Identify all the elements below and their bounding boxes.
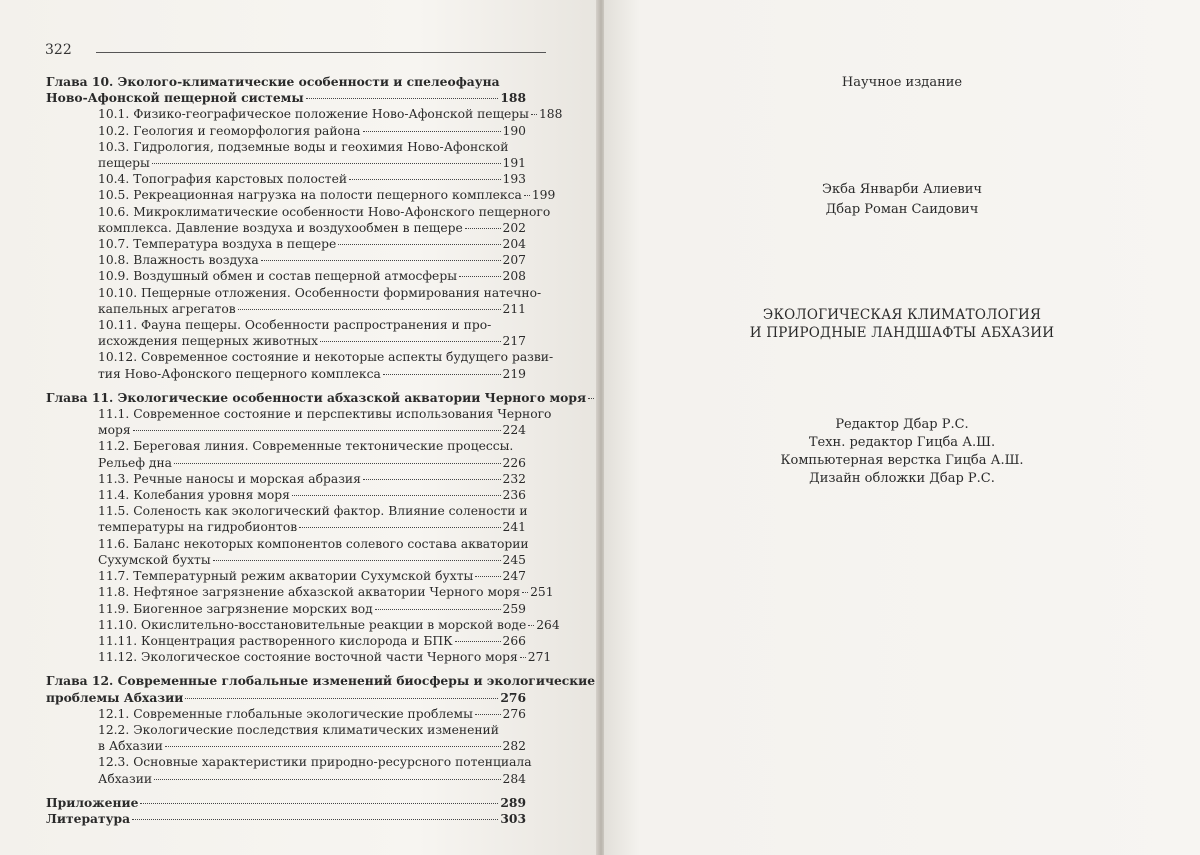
dot-leader bbox=[531, 114, 537, 115]
dot-leader bbox=[238, 309, 501, 310]
toc-section-item bbox=[46, 349, 554, 381]
toc-page-number: 202 bbox=[502, 220, 526, 235]
toc-page-number: 208 bbox=[502, 269, 526, 284]
toc-page-number: 282 bbox=[502, 739, 526, 754]
toc-row bbox=[98, 771, 526, 787]
toc-page-number: 193 bbox=[502, 172, 526, 187]
toc-row bbox=[98, 584, 554, 600]
toc-line: 10.12. Современное состояние и некоторые аспекты будущего разви- bbox=[98, 350, 554, 365]
dot-leader bbox=[140, 803, 498, 804]
toc-line: 10.5. Рекреационная нагрузка на полости пещерного комплекса bbox=[98, 188, 522, 203]
toc-section-item bbox=[46, 317, 526, 349]
toc-row bbox=[46, 690, 526, 706]
book-title-line: ЭКОЛОГИЧЕСКАЯ КЛИМАТОЛОГИЯ bbox=[762, 307, 1042, 323]
toc-line: 12.3. Основные характеристики природно-ресурсного потенциала bbox=[98, 755, 532, 770]
toc-page-number: 259 bbox=[502, 601, 526, 616]
toc-line: капельных агрегатов bbox=[98, 301, 236, 316]
dot-leader bbox=[375, 609, 501, 610]
toc-section-item bbox=[46, 601, 526, 617]
toc-section-item bbox=[46, 617, 560, 633]
toc-line: 11.1. Современное состояние и перспективы использования Черного bbox=[98, 407, 552, 422]
toc-line: Глава 11. Экологические особенности абхазской акватории Черного моря bbox=[46, 389, 587, 405]
table-of-contents bbox=[46, 74, 596, 827]
toc-line: в Абхазии bbox=[98, 739, 163, 754]
toc-line: 11.6. Баланс некоторых компонентов солевого состава акватории bbox=[98, 536, 529, 551]
toc-section-item bbox=[46, 268, 526, 284]
toc-row bbox=[98, 220, 526, 236]
toc-section-item bbox=[46, 633, 526, 649]
toc-line: 11.4. Колебания уровня моря bbox=[98, 488, 290, 503]
dot-leader bbox=[475, 714, 501, 715]
toc-row bbox=[98, 252, 526, 268]
toc-section-item bbox=[46, 754, 532, 786]
header-rule bbox=[96, 52, 546, 53]
dot-leader bbox=[520, 657, 526, 658]
toc-line: 11.7. Температурный режим акватории Сухумской бухты bbox=[98, 569, 474, 584]
toc-chapter-block bbox=[46, 673, 596, 786]
toc-page-number: 188 bbox=[500, 90, 526, 106]
toc-row bbox=[98, 706, 526, 722]
toc-page-number: 224 bbox=[502, 423, 526, 438]
toc-page-number: 303 bbox=[500, 810, 526, 826]
toc-page-number: 232 bbox=[502, 471, 526, 486]
dot-leader bbox=[261, 260, 501, 261]
toc-section-item bbox=[46, 568, 526, 584]
toc-section-item bbox=[46, 722, 526, 754]
dot-leader bbox=[174, 463, 501, 464]
toc-page-number: 276 bbox=[500, 689, 526, 705]
toc-page-number: 284 bbox=[502, 771, 526, 786]
toc-line: 10.4. Топография карстовых полостей bbox=[98, 172, 348, 187]
toc-line: 11.10. Окислительно-восстановительные реакции в морской воде bbox=[98, 617, 527, 632]
toc-row bbox=[98, 519, 526, 535]
toc-page-number: 266 bbox=[502, 633, 526, 648]
toc-line: проблемы Абхазии bbox=[46, 689, 184, 705]
toc-line: температуры на гидробионтов bbox=[98, 520, 298, 535]
toc-page-number: 204 bbox=[502, 237, 526, 252]
toc-line: моря bbox=[98, 423, 131, 438]
toc-line: Абхазии bbox=[98, 771, 153, 786]
toc-line: 11.3. Речные наносы и морская абразия bbox=[98, 471, 361, 486]
dot-leader bbox=[299, 527, 500, 528]
toc-page-number: 199 bbox=[531, 188, 556, 203]
toc-row bbox=[98, 301, 526, 317]
toc-chapter-heading bbox=[46, 74, 526, 106]
toc-line: 11.11. Концентрация растворенного кислорода и БПК bbox=[98, 633, 453, 648]
toc-back-matter-row bbox=[46, 795, 526, 811]
toc-section-item bbox=[46, 706, 526, 722]
toc-page-number: 219 bbox=[502, 366, 526, 381]
dot-leader bbox=[528, 625, 534, 626]
toc-line: 11.8. Нефтяное загрязнение абхазской акватории Черного моря bbox=[98, 585, 521, 600]
dot-leader bbox=[588, 398, 594, 399]
toc-page-number: 247 bbox=[502, 569, 526, 584]
toc-page-number: 276 bbox=[502, 706, 526, 721]
dot-leader bbox=[165, 746, 501, 747]
toc-row bbox=[98, 617, 560, 633]
toc-line: 10.11. Фауна пещеры. Особенности распространения и про- bbox=[98, 318, 492, 333]
toc-page-number: 289 bbox=[500, 794, 526, 810]
toc-line: Ново-Афонской пещерной системы bbox=[46, 90, 304, 106]
toc-section-item bbox=[46, 487, 526, 503]
dot-leader bbox=[455, 641, 501, 642]
toc-row bbox=[98, 422, 526, 438]
toc-line: 10.2. Геология и геоморфология района bbox=[98, 123, 361, 138]
toc-page-number: 236 bbox=[502, 488, 526, 503]
toc-row bbox=[98, 333, 526, 349]
dot-leader bbox=[320, 341, 500, 342]
toc-page-number: 245 bbox=[502, 552, 526, 567]
credits-block bbox=[604, 416, 1200, 488]
dot-leader bbox=[292, 495, 501, 496]
toc-page-number: 271 bbox=[527, 650, 552, 665]
toc-section-item bbox=[46, 252, 526, 268]
dot-leader bbox=[132, 819, 498, 820]
toc-line: 10.6. Микроклиматические особенности Ново-Афонского пещерного bbox=[98, 204, 551, 219]
dot-leader bbox=[524, 195, 530, 196]
toc-section-item bbox=[46, 536, 529, 568]
book-title bbox=[604, 306, 1200, 342]
toc-row bbox=[98, 471, 526, 487]
toc-section-item bbox=[46, 285, 542, 317]
toc-page-number: 251 bbox=[530, 585, 554, 600]
toc-row bbox=[46, 90, 526, 106]
toc-section-item bbox=[46, 123, 526, 139]
toc-back-matter-row bbox=[46, 811, 526, 827]
toc-row bbox=[98, 487, 526, 503]
toc-back-matter bbox=[46, 795, 526, 827]
toc-section-item bbox=[46, 649, 552, 665]
dot-leader bbox=[154, 779, 500, 780]
dot-leader bbox=[363, 131, 501, 132]
toc-line: 11.12. Экологическое состояние восточной части Черного моря bbox=[98, 650, 518, 665]
toc-line: 10.9. Воздушный обмен и состав пещерной атмосферы bbox=[98, 269, 457, 284]
toc-row bbox=[98, 236, 526, 252]
toc-row bbox=[98, 171, 526, 187]
toc-line: 11.9. Биогенное загрязнение морских вод bbox=[98, 601, 373, 616]
dot-leader bbox=[383, 374, 501, 375]
toc-chapter-heading bbox=[46, 389, 587, 406]
toc-line: 10.3. Гидрология, подземные воды и геохимия Ново-Афонской bbox=[98, 139, 509, 154]
toc-page-number: 207 bbox=[502, 253, 526, 268]
edition-type: Научное издание bbox=[841, 75, 963, 90]
toc-row bbox=[98, 155, 526, 171]
toc-row bbox=[46, 389, 587, 406]
dot-leader bbox=[213, 560, 501, 561]
left-page bbox=[0, 0, 598, 855]
toc-line: комплекса. Давление воздуха и воздухообмен в пещере bbox=[98, 220, 463, 235]
toc-line: Приложение bbox=[46, 794, 139, 810]
dot-leader bbox=[475, 576, 500, 577]
dot-leader bbox=[306, 98, 499, 99]
toc-section-item bbox=[46, 171, 526, 187]
toc-page-number: 226 bbox=[502, 455, 526, 470]
author-name: Дбар Роман Саидович bbox=[825, 202, 979, 217]
toc-page-number: 264 bbox=[536, 617, 560, 632]
toc-section-item bbox=[46, 236, 526, 252]
dot-leader bbox=[522, 592, 528, 593]
toc-row bbox=[98, 187, 556, 203]
credit-line: Редактор Дбар Р.С. bbox=[835, 417, 969, 432]
toc-line: 10.8. Влажность воздуха bbox=[98, 253, 259, 268]
toc-row bbox=[98, 552, 526, 568]
toc-line: Сухумской бухты bbox=[98, 552, 211, 567]
toc-section-item bbox=[46, 106, 563, 122]
toc-line: пещеры bbox=[98, 156, 150, 171]
toc-line: Глава 12. Современные глобальные изменений биосферы и экологические bbox=[46, 673, 596, 689]
credit-line: Техн. редактор Гицба А.Ш. bbox=[808, 435, 996, 450]
toc-line: тия Ново-Афонского пещерного комплекса bbox=[98, 366, 381, 381]
credit-line: Дизайн обложки Дбар Р.С. bbox=[809, 471, 995, 486]
toc-section-item bbox=[46, 204, 551, 236]
credit-line: Компьютерная верстка Гицба А.Ш. bbox=[780, 453, 1024, 468]
authors-block bbox=[604, 180, 1200, 220]
toc-line: Рельеф дна bbox=[98, 455, 172, 470]
toc-line: Литература bbox=[46, 810, 131, 826]
toc-page-number: 211 bbox=[502, 301, 526, 316]
dot-leader bbox=[338, 244, 500, 245]
toc-section-item bbox=[46, 406, 552, 438]
toc-page-number: 217 bbox=[502, 334, 526, 349]
dot-leader bbox=[349, 179, 500, 180]
page-number: 322 bbox=[45, 42, 72, 58]
toc-row bbox=[98, 738, 526, 754]
toc-page-number: 191 bbox=[502, 156, 526, 171]
toc-section-item bbox=[46, 471, 526, 487]
book-title-line: И ПРИРОДНЫЕ ЛАНДШАФТЫ АБХАЗИИ bbox=[749, 325, 1055, 341]
toc-line: 12.1. Современные глобальные экологические проблемы bbox=[98, 706, 473, 721]
toc-line: 11.5. Соленость как экологический фактор. Влияние солености и bbox=[98, 504, 528, 519]
toc-line: 11.2. Береговая линия. Современные тектонические процессы. bbox=[98, 439, 514, 454]
toc-page-number: 190 bbox=[502, 123, 526, 138]
toc-chapter-heading bbox=[46, 673, 596, 705]
toc-line: 12.2. Экологические последствия климатических изменений bbox=[98, 722, 499, 737]
dot-leader bbox=[459, 276, 501, 277]
toc-section-item bbox=[46, 503, 526, 535]
toc-page-number: 241 bbox=[502, 520, 526, 535]
toc-section-item bbox=[46, 187, 556, 203]
toc-section-item bbox=[46, 584, 554, 600]
toc-row bbox=[98, 568, 526, 584]
toc-line: 10.10. Пещерные отложения. Особенности формирования натечно- bbox=[98, 285, 542, 300]
toc-row bbox=[98, 455, 526, 471]
toc-chapter-block bbox=[46, 389, 587, 665]
toc-row bbox=[98, 106, 563, 122]
toc-section-item bbox=[46, 139, 526, 171]
toc-section-item bbox=[46, 438, 526, 470]
toc-row bbox=[98, 268, 526, 284]
toc-row bbox=[98, 649, 552, 665]
author-name: Экба Январби Алиевич bbox=[822, 182, 982, 197]
toc-line: Глава 10. Эколого-климатические особенности и спелеофауна bbox=[46, 74, 500, 89]
toc-row bbox=[98, 633, 526, 649]
dot-leader bbox=[185, 698, 498, 699]
toc-row bbox=[98, 123, 526, 139]
toc-line: 10.7. Температура воздуха в пещере bbox=[98, 237, 337, 252]
dot-leader bbox=[133, 430, 501, 431]
toc-line: исхождения пещерных животных bbox=[98, 334, 319, 349]
toc-page-number: 188 bbox=[538, 107, 563, 122]
toc-row bbox=[98, 601, 526, 617]
dot-leader bbox=[363, 479, 501, 480]
toc-row bbox=[98, 366, 526, 382]
toc-chapter-block bbox=[46, 74, 563, 382]
dot-leader bbox=[152, 163, 501, 164]
toc-line: 10.1. Физико-географическое положение Ново-Афонской пещеры bbox=[98, 107, 529, 122]
dot-leader bbox=[465, 228, 501, 229]
